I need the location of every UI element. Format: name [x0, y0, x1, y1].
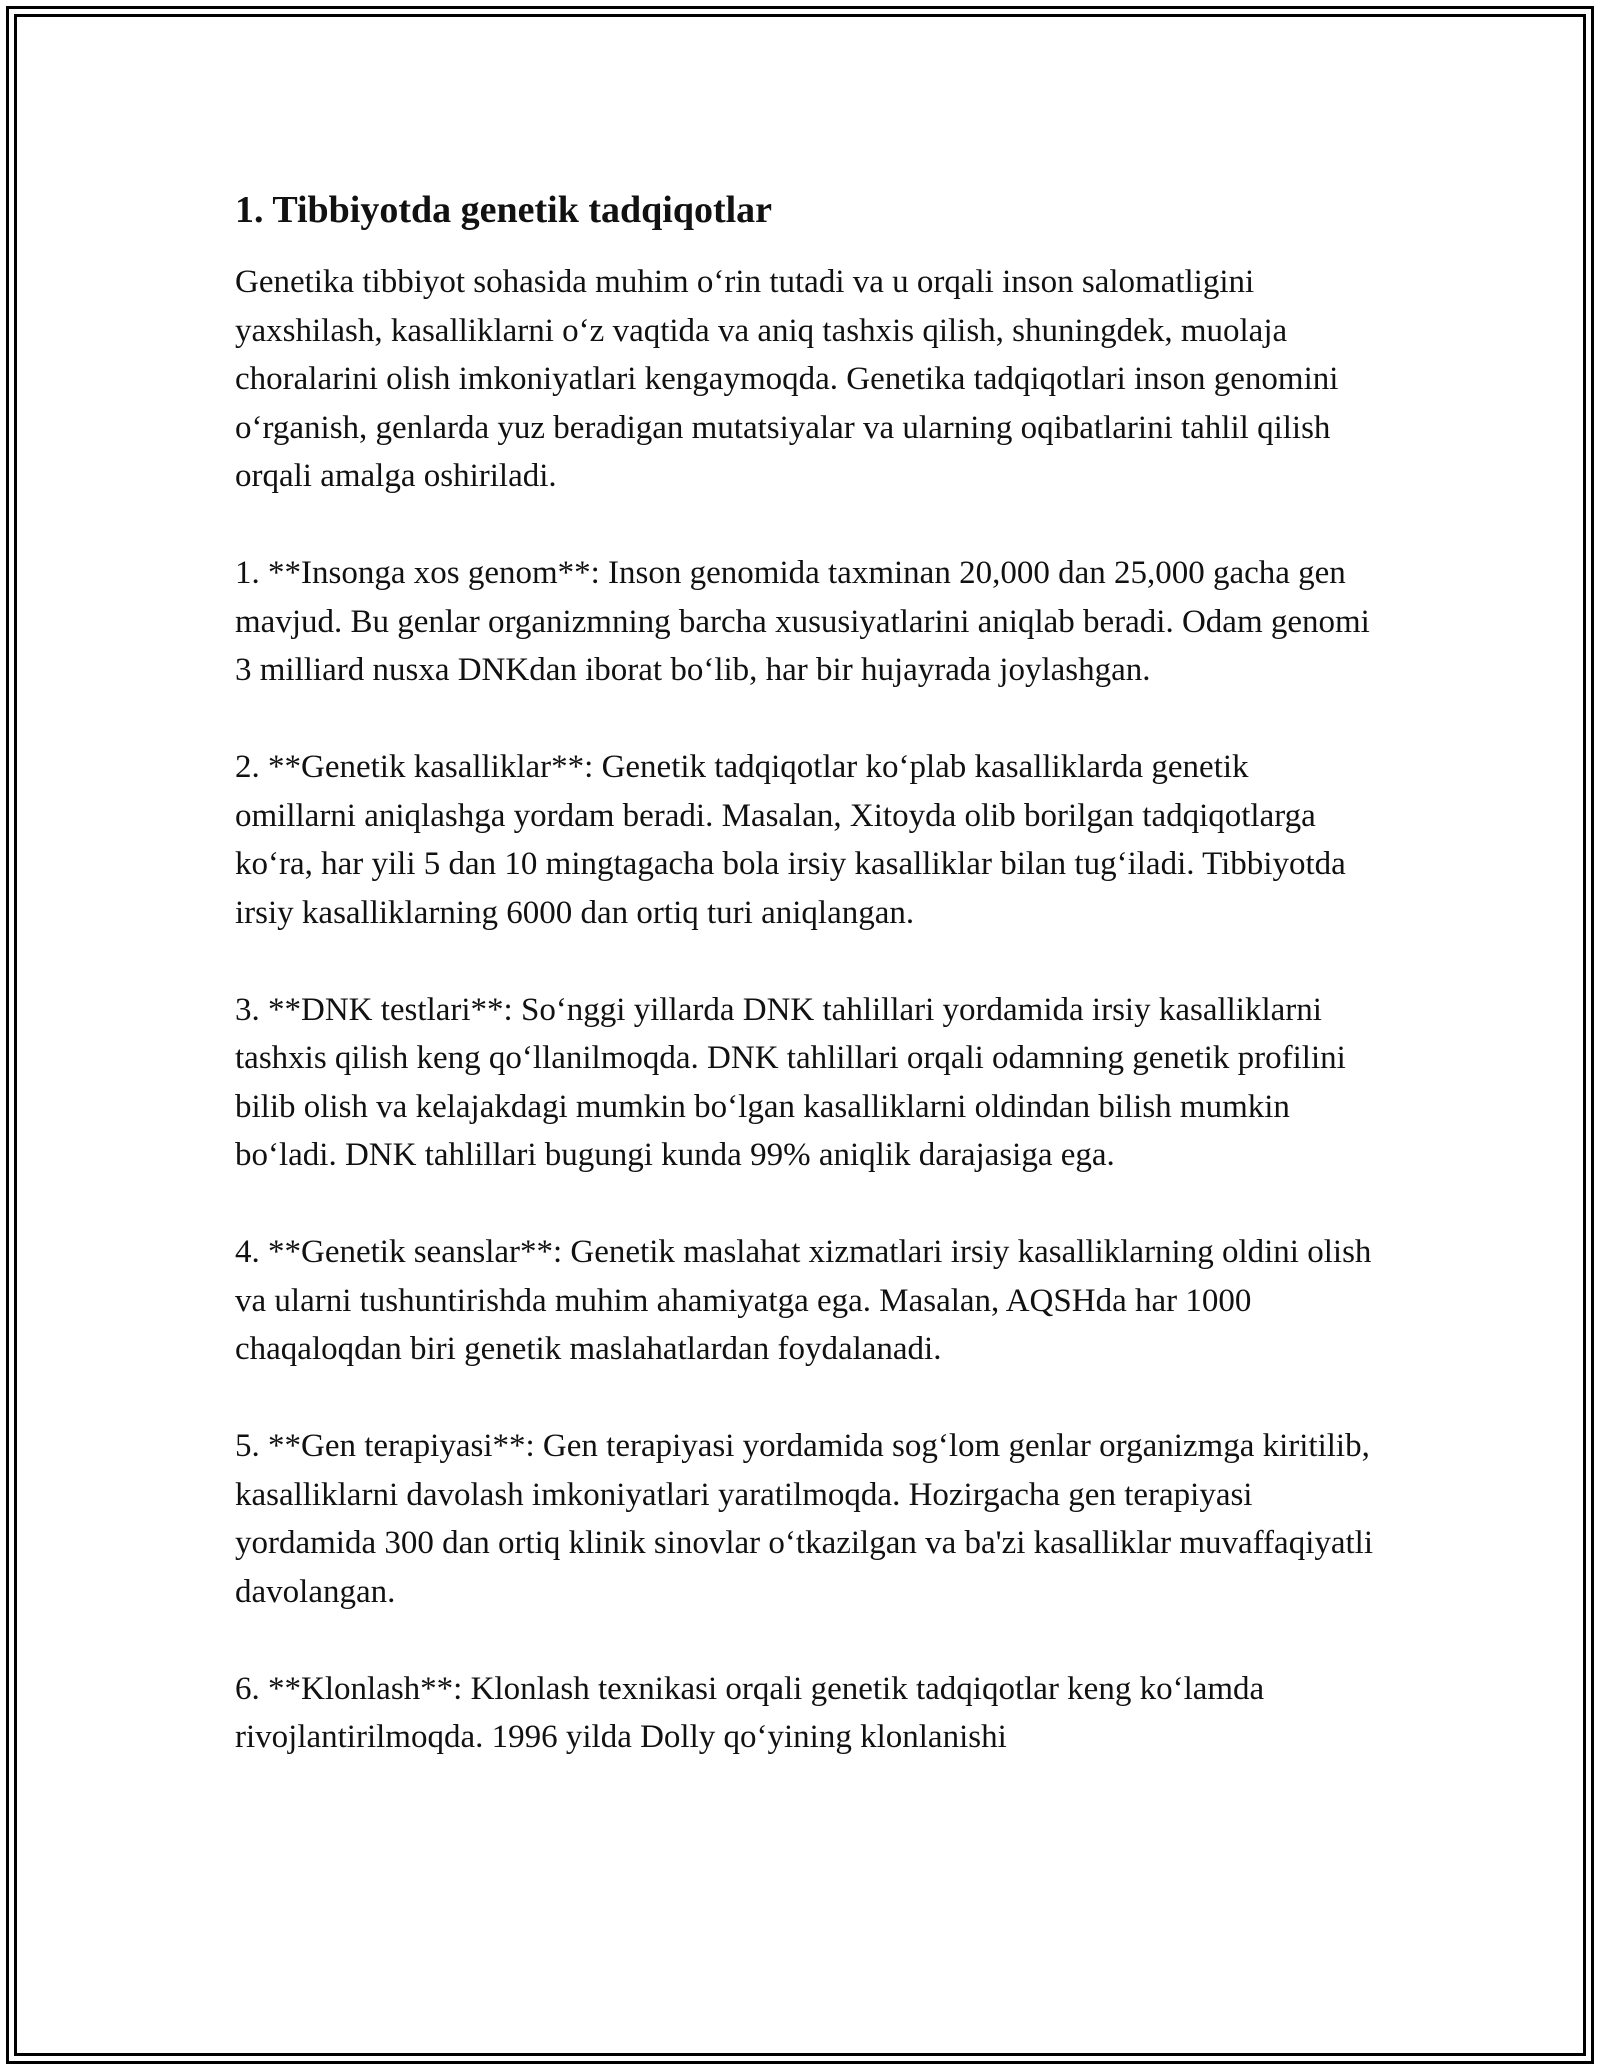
- document-body: [235, 184, 1375, 1810]
- paragraph-genetic-diseases: 2. **Genetik kasalliklar**: Genetik tadqiqotlar ko‘plab kasalliklarda genetik omillarni aniqlashga yordam beradi. Masalan, Xitoyda olib borilgan tadqiqotlarga ko‘ra, har yili 5 dan 10 mingtagacha bola irsiy kasalliklar bilan tug‘iladi. Tibbiyotda irsiy kasalliklarning 6000 dan ortiq turi aniqlangan.: [235, 749, 1346, 931]
- paragraph-dna-tests: 3. **DNK testlari**: So‘nggi yillarda DNK tahlillari yordamida irsiy kasalliklarni tashxis qilish keng qo‘llanilmoqda. DNK tahlillari orqali odamning genetik profilini bilib olish va kelajakdagi mumkin bo‘lgan kasalliklarni oldindan bilish mumkin bo‘ladi. DNK tahlillari bugungi kunda 99% aniqlik darajasiga ega.: [235, 991, 1346, 1173]
- paragraph-genetic-sessions: 4. **Genetik seanslar**: Genetik maslahat xizmatlari irsiy kasalliklarning oldini olish va ularni tushuntirishda muhim ahamiyatga ega. Masalan, AQSHda har 1000 chaqaloqdan biri genetik maslahatlardan foydalanadi.: [235, 1234, 1372, 1367]
- intro-paragraph: Genetika tibbiyot sohasida muhim o‘rin tutadi va u orqali inson salomatligini yaxshilash, kasalliklarni o‘z vaqtida va aniq tashxis qilish, shuningdek, muolaja choralarini olish imkoniyatlari kengaymoqda. Genetika tadqiqotlari inson genomini o‘rganish, genlarda yuz beradigan mutatsiyalar va ularning oqibatlarini tahlil qilish orqali amalga oshiriladi.: [235, 264, 1339, 494]
- paragraph-genome: 1. **Insonga xos genom**: Inson genomida taxminan 20,000 dan 25,000 gacha gen mavjud. Bu genlar organizmning barcha xususiyatlarini aniqlab beradi. Odam genomi 3 milliard nusxa DNKdan iborat bo‘lib, har bir hujayrada joylashgan.: [235, 555, 1370, 688]
- section-heading: 1. Tibbiyotda genetik tadqiqotlar: [235, 189, 773, 231]
- paragraph-gene-therapy: 5. **Gen terapiyasi**: Gen terapiyasi yordamida sog‘lom genlar organizmga kiritilib, kasalliklarni davolash imkoniyatlari yaratilmoqda. Hozirgacha gen terapiyasi yordamida 300 dan ortiq klinik sinovlar o‘tkazilgan va ba'zi kasalliklar muvaffaqiyatli davolangan.: [235, 1428, 1374, 1610]
- paragraph-cloning: 6. **Klonlash**: Klonlash texnikasi orqali genetik tadqiqotlar keng ko‘lamda rivojlantirilmoqda. 1996 yilda Dolly qo‘yining klonlanishi: [235, 1670, 1265, 1755]
